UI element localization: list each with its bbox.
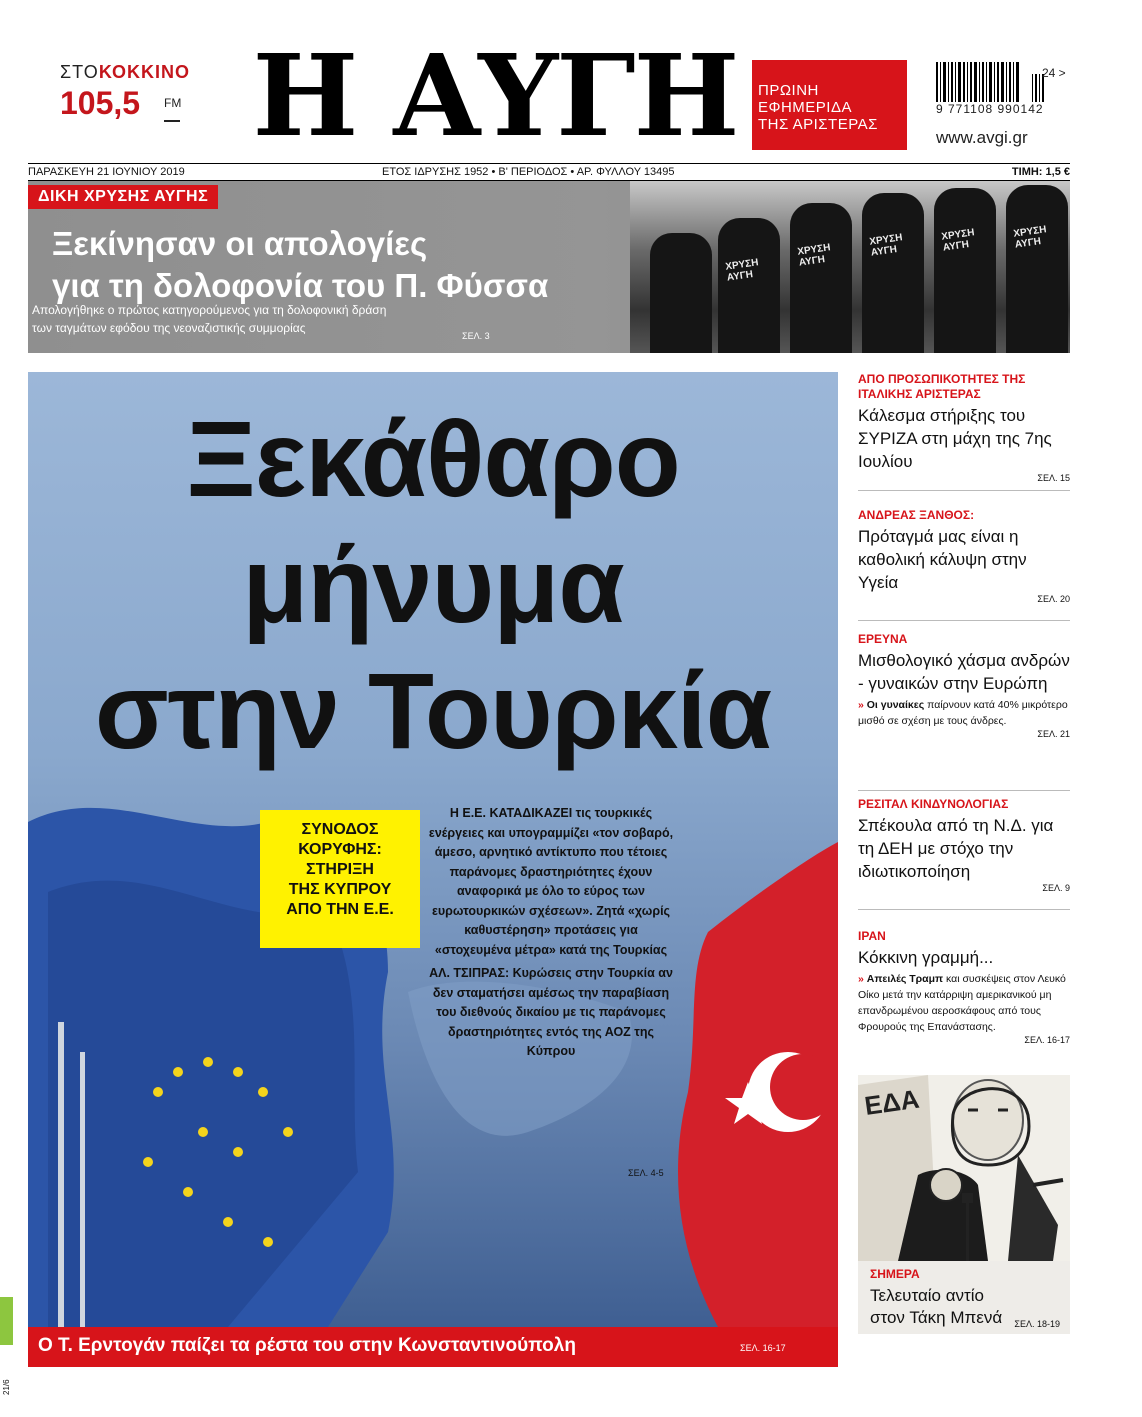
- side-date-stamp: 21/6: [2, 1379, 11, 1395]
- sidebar-item[interactable]: [858, 929, 1070, 1064]
- summit-box-line: ΣΤΗΡΙΞΗ: [306, 861, 374, 878]
- radio-ad: [60, 62, 190, 122]
- shirt-text: ΧΡΥΣΗ ΑΥΓΗ: [868, 232, 904, 259]
- summit-box-line: ΑΠΟ ΤΗΝ Ε.Ε.: [286, 901, 394, 918]
- headline-line: για τη δολοφονία του Π. Φύσσα: [52, 267, 549, 304]
- top-story-photo: [630, 181, 1070, 353]
- sidebar-subtext: [858, 697, 1070, 729]
- sidebar-page-ref: ΣΕΛ. 16-17: [1024, 1035, 1070, 1045]
- sidebar-sub-text: και συσκέψεις στον Λευκό Οίκο μετά την κατάρριψη αμερικανικού μη επανδρωμένου αεροσκάφους από τους Φρουρούς της Επανάστασης.: [858, 973, 1066, 1033]
- sidebar-page-ref: ΣΕΛ. 20: [1037, 594, 1070, 604]
- top-story[interactable]: [28, 181, 1070, 353]
- sidebar-headline: Πρόταγμά μας είναι η καθολική κάλυψη στην Υγεία: [858, 527, 1027, 592]
- dateline: [28, 163, 1070, 181]
- sidebar-kicker: ΙΡΑΝ: [858, 929, 886, 943]
- main-story[interactable]: [28, 372, 838, 1327]
- sidebar-kicker: ΑΝΔΡΕΑΣ ΞΑΝΘΟΣ:: [858, 508, 975, 522]
- main-story-text: [426, 804, 676, 1066]
- poster-text: ΕΔΑ: [862, 1083, 922, 1121]
- tagline-box: [752, 60, 907, 150]
- barcode: [936, 62, 1046, 102]
- summit-box-line: ΤΗΣ ΚΥΠΡΟΥ: [288, 881, 392, 898]
- barcode-issue: 24 >: [1042, 66, 1066, 80]
- bottom-banner-page-ref: ΣΕΛ. 16-17: [740, 1343, 786, 1353]
- radio-band: FM: [164, 96, 182, 110]
- sidebar-kicker: ΕΡΕΥΝΑ: [858, 632, 908, 646]
- sidebar-kicker: ΡΕΣΙΤΑΛ ΚΙΝΔΥΝΟΛΟΓΙΑΣ: [858, 797, 1009, 811]
- main-paragraph: ΑΛ. ΤΣΙΠΡΑΣ: Κυρώσεις στην Τουρκία αν δεν σταματήσει αμέσως την παραβίαση του διεθνούς δικαίου με τις παράνομες δραστηριότητες εντός της ΑΟΖ της Κύπρου: [429, 966, 673, 1058]
- benas-page-ref: ΣΕΛ. 18-19: [1014, 1319, 1060, 1329]
- summit-box-line: ΚΟΡΥΦΗΣ:: [298, 841, 382, 858]
- main-story-page-ref: ΣΕΛ. 4-5: [628, 1168, 664, 1178]
- sidebar-headline: Μισθολογικό χάσμα ανδρών - γυναικών στην Ευρώπη: [858, 651, 1070, 693]
- main-headline[interactable]: [28, 396, 838, 774]
- subhead-line: Απολογήθηκε ο πρώτος κατηγορούμενος για τη δολοφονική δράση: [32, 303, 387, 317]
- benas-item[interactable]: [858, 1261, 1070, 1334]
- sidebar-headline: Κόκκινη γραμμή...: [858, 948, 994, 967]
- shirt-text: ΧΡΥΣΗ ΑΥΓΗ: [796, 242, 832, 269]
- double-chevron-icon: »: [858, 973, 864, 985]
- benas-headline: [870, 1285, 1002, 1329]
- barcode-number: 9 771108 990142: [936, 102, 1044, 116]
- tagline-line: ΕΦΗΜΕΡΙΔΑ: [758, 99, 853, 116]
- newspaper-logo: Η ΑΥΓΗ: [252, 31, 738, 162]
- photo-figure: [718, 218, 780, 353]
- benas-kicker: ΣΗΜΕΡΑ: [870, 1267, 920, 1281]
- shirt-text: ΧΡΥΣΗ ΑΥΓΗ: [1012, 224, 1048, 251]
- subhead-line: των ταγμάτων εφόδου της νεοναζιστικής συμμορίας: [32, 321, 306, 335]
- green-edge-marker: [0, 1297, 13, 1345]
- sidebar-sub-lead: Οι γυναίκες: [866, 699, 925, 711]
- benas-headline-line: Τελευταίο αντίο: [870, 1286, 985, 1305]
- main-headline-line: στην Τουρκία: [94, 650, 772, 771]
- main-paragraph: Η Ε.Ε. ΚΑΤΑΔΙΚΑΖΕΙ τις τουρκικές ενέργειες και υπογραμμίζει «τον σοβαρό, άμεσο, αρνητικό αντίκτυπο που τέτοιες παράνομες δραστηριότητες έχουν αναφορικά με όλο το εύρος των ευρωτουρκικών σχέσεων». Ζητά «χωρίς καθυστέρηση» προτάσεις για «στοχευμένα μέτρα» κατά της Τουρκίας: [428, 806, 674, 957]
- website[interactable]: www.avgi.gr: [936, 128, 1028, 147]
- sidebar-kicker: ΑΠΟ ΠΡΟΣΩΠΙΚΟΤΗΤΕΣ ΤΗΣ ΙΤΑΛΙΚΗΣ ΑΡΙΣΤΕΡΑΣ: [858, 372, 1026, 401]
- photo-figure: [862, 193, 924, 353]
- sidebar-sub-lead: Απειλές Τραμπ: [866, 973, 944, 985]
- benas-photo: [858, 1075, 1070, 1261]
- shirt-text: ΧΡΥΣΗ ΑΥΓΗ: [724, 257, 760, 284]
- sidebar-sub-text: παίρνουν κατά 40% μικρότερο μισθό σε σχέση με τους άνδρες.: [858, 699, 1068, 727]
- top-story-page-ref: ΣΕΛ. 3: [462, 331, 490, 341]
- photo-figure: [790, 203, 852, 353]
- top-story-label: ΔΙΚΗ ΧΡΥΣΗΣ ΑΥΓΗΣ: [28, 185, 218, 209]
- sidebar-item[interactable]: [858, 508, 1070, 621]
- top-story-headline[interactable]: [52, 223, 692, 307]
- price: ΤΙΜΗ: 1,5 €: [1011, 166, 1070, 178]
- main-headline-line: Ξεκάθαρο: [186, 398, 680, 519]
- summit-box: [260, 810, 420, 948]
- sidebar-page-ref: ΣΕΛ. 9: [1042, 883, 1070, 893]
- radio-dash: [164, 120, 180, 122]
- sidebar-item[interactable]: [858, 372, 1070, 491]
- sidebar-headline: Σπέκουλα από τη Ν.Δ. για τη ΔΕΗ με στόχο την ιδιωτικοποίηση: [858, 816, 1054, 881]
- bottom-banner-text: Ο Τ. Ερντογάν παίζει τα ρέστα του στην Κωνσταντινούπολη: [38, 1335, 576, 1356]
- tagline-line: ΠΡΩΙΝΗ: [758, 82, 819, 99]
- photo-figure: [934, 188, 996, 353]
- tagline-line: ΤΗΣ ΑΡΙΣΤΕΡΑΣ: [758, 116, 878, 133]
- benas-photo-illustration: [858, 1075, 1070, 1261]
- radio-prefix: ΣΤΟ: [60, 62, 99, 82]
- headline-line: Ξεκίνησαν οι απολογίες: [52, 225, 428, 262]
- bottom-banner[interactable]: [28, 1327, 838, 1367]
- radio-frequency: 105,5: [60, 85, 141, 121]
- main-headline-line: μήνυμα: [242, 524, 624, 645]
- sidebar-page-ref: ΣΕΛ. 21: [1037, 729, 1070, 739]
- sidebar-item[interactable]: [858, 797, 1070, 910]
- date: ΠΑΡΑΣΚΕΥΗ 21 ΙΟΥΝΙΟΥ 2019: [28, 166, 185, 178]
- edition-info: ΕΤΟΣ ΙΔΡΥΣΗΣ 1952 • Β' ΠΕΡΙΟΔΟΣ • ΑΡ. ΦΥΛΛΟΥ 13495: [382, 166, 675, 178]
- double-chevron-icon: »: [858, 699, 864, 711]
- benas-headline-line: στον Τάκη Μπενά: [870, 1308, 1003, 1327]
- summit-box-line: ΣΥΝΟΔΟΣ: [301, 821, 379, 838]
- sidebar-headline: Κάλεσμα στήριξης του ΣΥΡΙΖΑ στη μάχη της 7ης Ιουλίου: [858, 406, 1052, 471]
- radio-name: ΚΟΚΚΙΝΟ: [98, 62, 190, 82]
- top-story-subhead: [32, 301, 512, 337]
- sidebar-page-ref: ΣΕΛ. 15: [1037, 473, 1070, 483]
- shirt-text: ΧΡΥΣΗ ΑΥΓΗ: [940, 227, 976, 254]
- photo-figure: [1006, 185, 1068, 353]
- sidebar-item[interactable]: [858, 632, 1070, 791]
- sidebar-subtext: [858, 971, 1070, 1035]
